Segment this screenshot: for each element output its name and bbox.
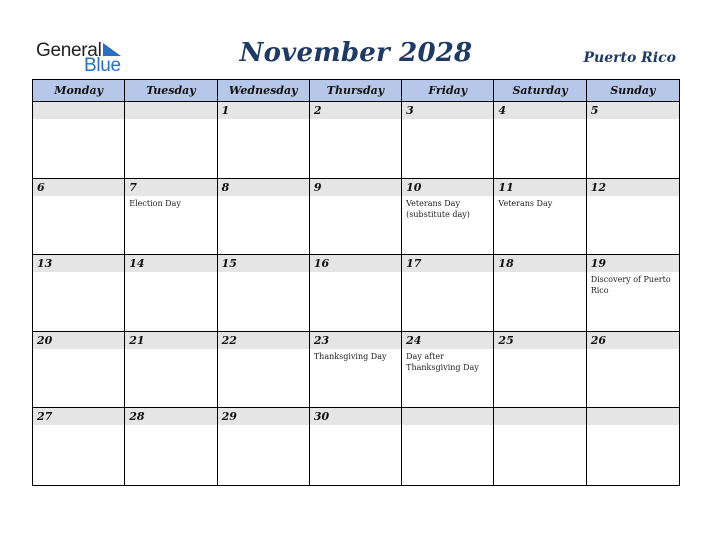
day-number: 24 [402, 332, 493, 349]
day-number: 22 [218, 332, 309, 349]
day-cell [587, 332, 679, 409]
day-number: 26 [587, 332, 679, 349]
day-cell [33, 408, 125, 485]
day-cell [218, 408, 310, 485]
day-number: 4 [494, 102, 585, 119]
day-number: 14 [125, 255, 216, 272]
day-number: 3 [402, 102, 493, 119]
day-number [125, 102, 216, 119]
calendar-title: November 2028 [239, 38, 473, 68]
logo-text-general: General [36, 40, 102, 61]
weekday-header: Saturday [494, 80, 586, 102]
day-cell [125, 102, 217, 179]
day-number: 18 [494, 255, 585, 272]
day-cell [125, 408, 217, 485]
day-number: 17 [402, 255, 493, 272]
holiday-label: Thanksgiving Day [313, 351, 387, 361]
weekday-header: Thursday [310, 80, 402, 102]
day-cell [402, 332, 494, 409]
day-number: 2 [310, 102, 401, 119]
weekday-header: Tuesday [125, 80, 217, 102]
holiday-label: Election Day [129, 198, 181, 208]
day-cell [310, 408, 402, 485]
weekday-header: Sunday [587, 80, 679, 102]
holiday-label: Day after Thanksgiving Day [406, 351, 479, 372]
day-number: 27 [33, 408, 124, 425]
day-cell [494, 408, 586, 485]
logo-text-blue: Blue [84, 55, 121, 76]
day-number [587, 408, 679, 425]
day-cell [402, 179, 494, 256]
day-cell [494, 332, 586, 409]
day-number: 8 [218, 179, 309, 196]
day-number [33, 102, 124, 119]
day-number: 30 [310, 408, 401, 425]
day-number: 28 [125, 408, 216, 425]
day-cell [33, 255, 125, 332]
day-cell [402, 255, 494, 332]
weekday-header: Monday [33, 80, 125, 102]
day-cell [125, 179, 217, 256]
day-number [494, 408, 585, 425]
day-cell [218, 102, 310, 179]
calendar-grid [32, 79, 680, 486]
day-cell [218, 255, 310, 332]
day-cell [125, 332, 217, 409]
day-number: 23 [310, 332, 401, 349]
region-label: Puerto Rico [583, 50, 676, 66]
day-cell [310, 332, 402, 409]
day-number: 12 [587, 179, 679, 196]
day-cell [310, 255, 402, 332]
day-cell [494, 179, 586, 256]
day-number: 10 [402, 179, 493, 196]
day-number [402, 408, 493, 425]
holiday-label: Discovery of Puerto Rico [590, 275, 671, 296]
day-number: 6 [33, 179, 124, 196]
day-number: 25 [494, 332, 585, 349]
day-cell [125, 255, 217, 332]
day-number: 20 [33, 332, 124, 349]
day-cell [494, 102, 586, 179]
day-cell [33, 102, 125, 179]
day-cell [310, 179, 402, 256]
day-cell [587, 408, 679, 485]
day-number: 13 [33, 255, 124, 272]
day-cell [402, 408, 494, 485]
day-cell [587, 102, 679, 179]
day-cell [310, 102, 402, 179]
day-number: 5 [587, 102, 679, 119]
day-number: 29 [218, 408, 309, 425]
day-cell [218, 332, 310, 409]
day-number: 15 [218, 255, 309, 272]
day-cell [33, 179, 125, 256]
day-number: 7 [125, 179, 216, 196]
day-number: 9 [310, 179, 401, 196]
day-cell [402, 102, 494, 179]
day-cell [587, 179, 679, 256]
day-number: 11 [494, 179, 585, 196]
day-number: 16 [310, 255, 401, 272]
weekday-header: Wednesday [218, 80, 310, 102]
day-cell [33, 332, 125, 409]
day-cell [587, 255, 679, 332]
day-number: 21 [125, 332, 216, 349]
holiday-label: Veterans Day [498, 198, 553, 208]
day-cell [218, 179, 310, 256]
day-number: 1 [218, 102, 309, 119]
weekday-header: Friday [402, 80, 494, 102]
holiday-label: Veterans Day (substitute day) [406, 198, 470, 219]
day-cell [494, 255, 586, 332]
day-number: 19 [587, 255, 679, 272]
